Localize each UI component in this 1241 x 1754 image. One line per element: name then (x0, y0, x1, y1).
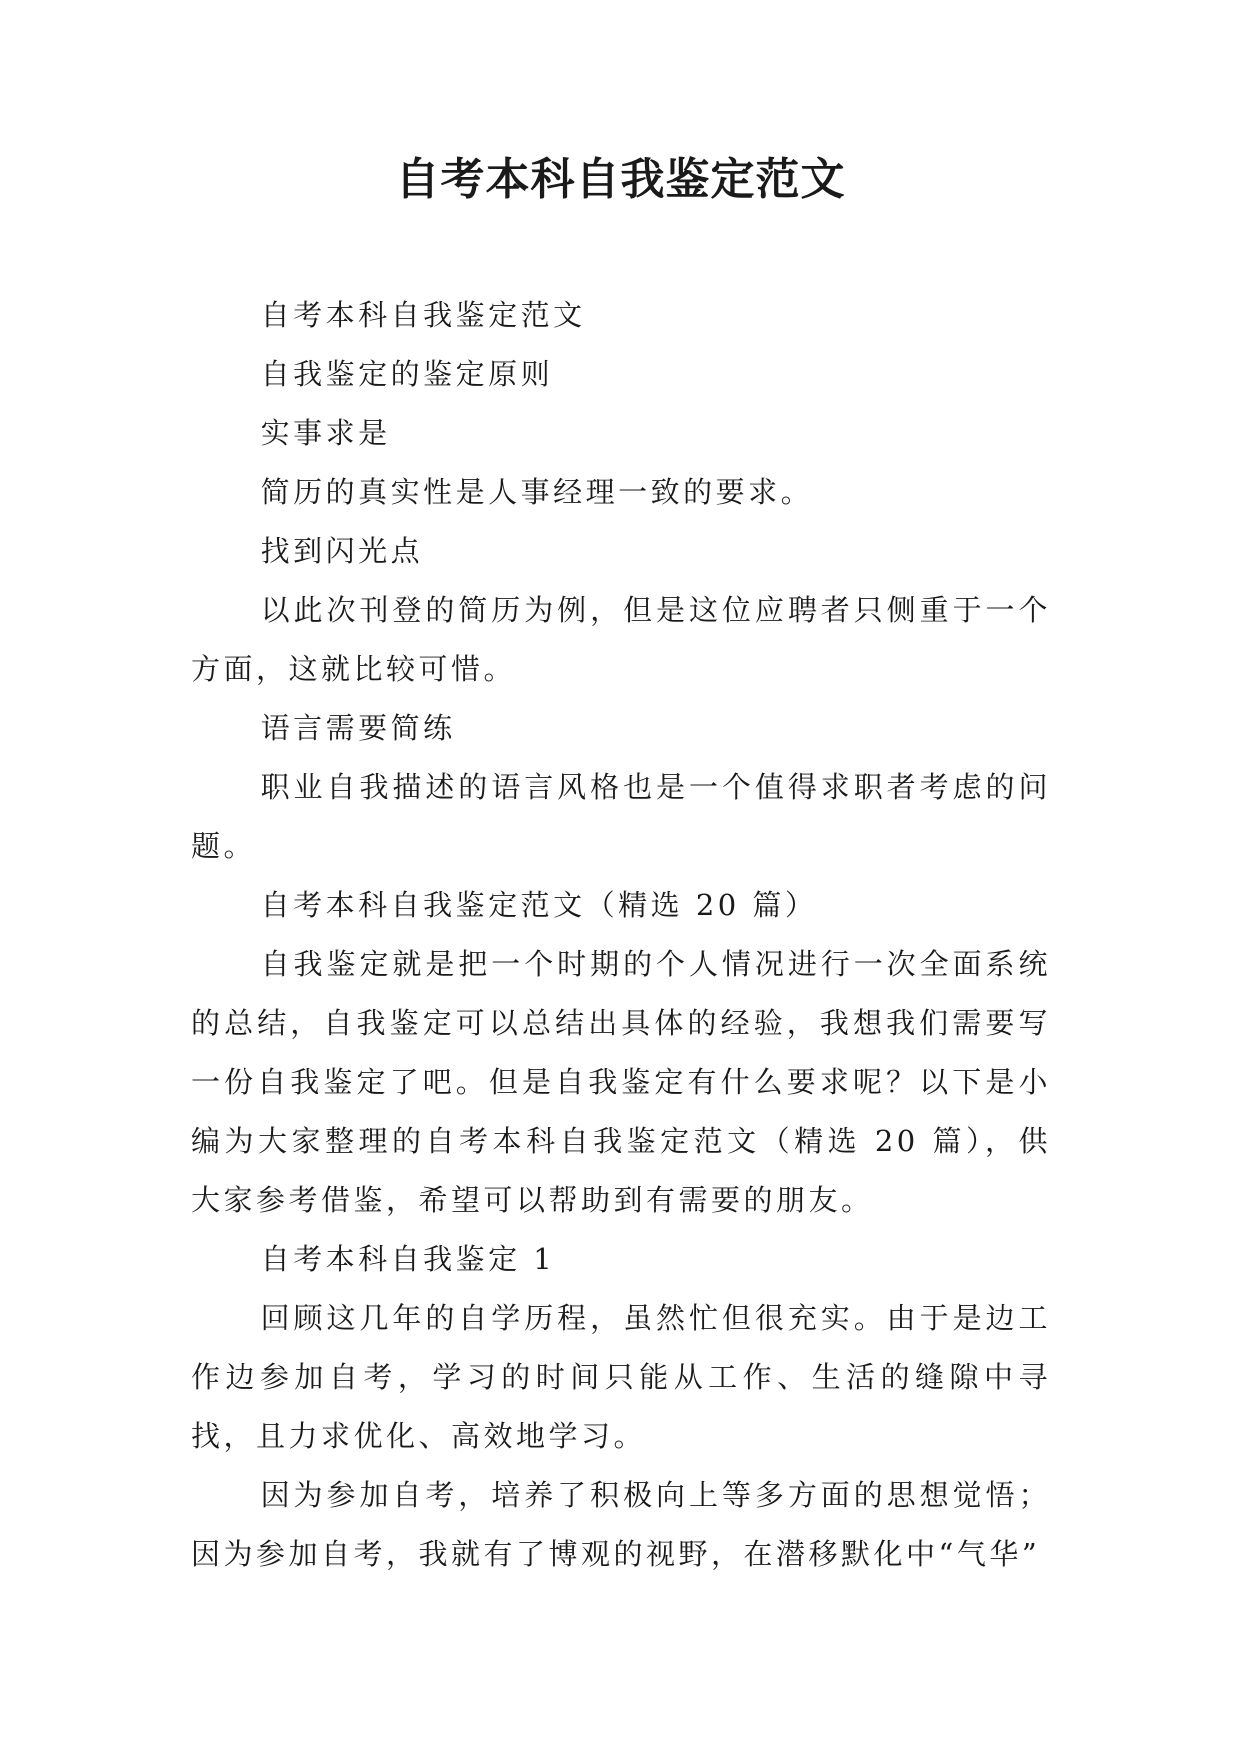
paragraph-principle-1: 实事求是 (260, 416, 391, 450)
paragraph-subheading: 自我鉴定的鉴定原则 (260, 357, 554, 391)
paragraph-entry-heading: 自考本科自我鉴定 1 (260, 1242, 556, 1276)
document-body (191, 286, 1051, 1584)
document-title: 自考本科自我鉴定范文 (395, 154, 846, 205)
paragraph-section-heading: 自考本科自我鉴定范文（精选 20 篇） (260, 888, 818, 922)
paragraph-text: 因为参加自考，培养了积极向上等多方面的思想觉悟；因为参加自考，我就有了博观的视野，在潜移默化中“气华” (191, 1478, 1051, 1571)
paragraph-text: 回顾这几年的自学历程，虽然忙但很充实。由于是边工作边参加自考，学习的时间只能从工作、生活的缝隙中寻找，且力求优化、高效地学习。 (191, 1301, 1051, 1453)
paragraph-text: 简历的真实性是人事经理一致的要求。 (260, 475, 814, 509)
paragraph-principle-3: 语言需要简练 (260, 711, 456, 745)
paragraph-text: 以此次刊登的简历为例，但是这位应聘者只侧重于一个方面，这就比较可惜。 (191, 593, 1051, 686)
paragraph-heading: 自考本科自我鉴定范文 (260, 298, 586, 332)
paragraph-text: 职业自我描述的语言风格也是一个值得求职者考虑的问题。 (191, 770, 1051, 863)
paragraph-principle-2: 找到闪光点 (260, 534, 424, 568)
paragraph-intro: 自我鉴定就是把一个时期的个人情况进行一次全面系统的总结，自我鉴定可以总结出具体的经验，我想我们需要写一份自我鉴定了吧。但是自我鉴定有什么要求呢？以下是小编为大家整理的自考本科自我鉴定范文（精选 20 篇），供大家参考借鉴，希望可以帮助到有需要的朋友。 (191, 947, 1051, 1217)
